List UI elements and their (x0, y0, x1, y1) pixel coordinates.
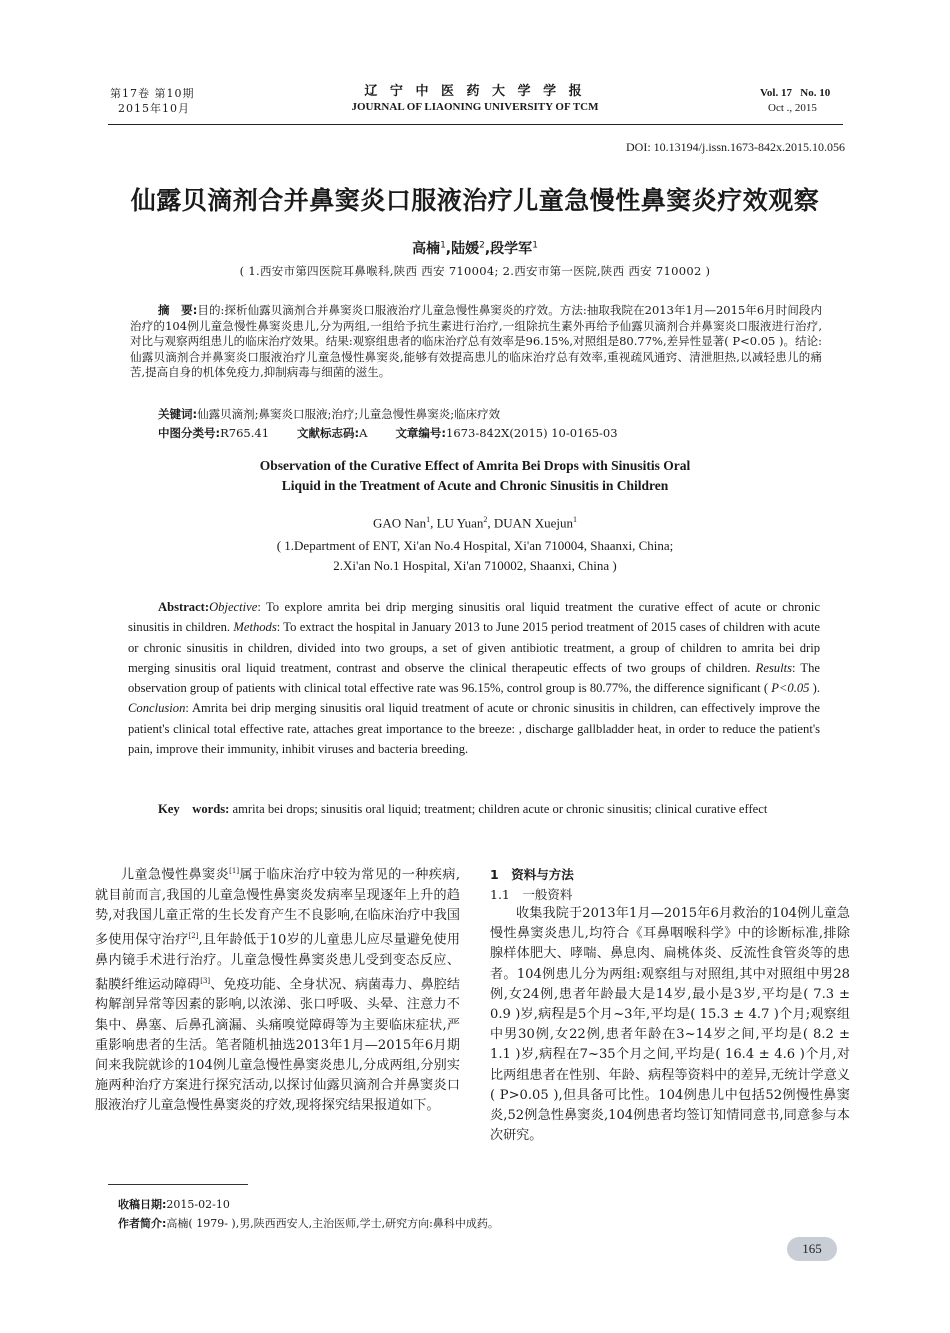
author-2: ,陆媛 (445, 241, 480, 257)
author-3-affil: 1 (532, 240, 538, 251)
journal-name-cn: 辽 宁 中 医 药 大 学 学 报 (364, 84, 586, 99)
body-column-right: 收集我院于2013年1月—2015年6月救治的104例儿童急慢性鼻窦炎患儿,均符合《耳鼻咽喉科学》中的诊断标准,排除腺样体肥大、哮喘、鼻息肉、扁桃体炎、反流性食管炎等的患者。104例患儿分为两组:观察组与对照组,其中对照组中男28例,女24例,患者年龄最大是14岁,最小是3岁,平均是( 7.3 ± 0.9 )岁,病程是5个月~3年,平均是( 15.3 ± 4.7 )个月;观察组中男30例,女22例,患者年龄在3~14岁之间,平均是( 8.2 ± 1.1 )岁,病程在7~35个月之间,平均是( 16.4 ± 4.6 )个月,对比两组患者在性别、年龄、病程等资料中的差异,无统计学意义( P>0.05 ),但具备可比性。104例患儿中包括52例慢性鼻窦炎,52例急性鼻窦炎,104例患者均签订知情同意书,同意参与本次研究。 (490, 906, 850, 1144)
paper-title-en-line2: Liquid in the Treatment of Acute and Chronic Sinusitis in Children (281, 478, 669, 493)
article-number-value: 1673-842X(2015) 10-0165-03 (446, 426, 618, 440)
received-date (118, 1196, 230, 1212)
running-header-right (760, 86, 830, 116)
author-bio (118, 1215, 499, 1231)
author-en-2: , LU Yuan (430, 515, 484, 531)
header-divider (108, 124, 843, 125)
section-heading: 1 资料与方法 (490, 867, 574, 882)
keywords-en-label: Key words: (158, 802, 230, 816)
affiliations-cn: ( 1.西安市第四医院耳鼻喉科,陕西 西安 710004; 2.西安市第一医院,陕西 西安 710002 ) (239, 264, 711, 278)
doi: DOI: 10.13194/j.issn.1673-842x.2015.10.056 (626, 140, 845, 154)
author-bio-label: 作者简介: (118, 1217, 167, 1230)
intro-text-2: 属于临床治疗中较为常见的一种疾病,就目前而言,我国的儿童急慢性鼻窦炎发病率呈现逐年上升的趋势,对我国儿童正常的生长发育产生不良影响,在临床治疗中我国多使用保守治疗 (95, 867, 461, 948)
paper-title-en-line1: Observation of the Curative Effect of Amrita Bei Drops with Sinusitis Oral (259, 458, 691, 473)
keywords-en (128, 799, 820, 819)
keywords-cn-text: 仙露贝滴剂;鼻窦炎口服液;治疗;儿童急慢性鼻窦炎;临床疗效 (197, 407, 501, 421)
clc-label: 中图分类号: (158, 426, 221, 440)
results-text: : The observation group of patients with clinical total effective rate was 96.15%, control group is 80.77%, the difference significant ( (128, 660, 821, 696)
volume-issue-cn: 第17卷 第10期 (110, 87, 195, 100)
author-en-3-affil: 1 (572, 515, 577, 524)
classification-line (158, 425, 618, 441)
affiliation-en-line1: ( 1.Department of ENT, Xi'an No.4 Hospital, Xi'an 710004, Shaanxi, China; (276, 538, 674, 553)
date-cn: 2015年10月 (118, 102, 190, 115)
author-3: ,段学军 (484, 241, 533, 257)
subsection-heading: 1.1 一般资料 (490, 887, 573, 902)
author-en-3: , DUAN Xuejun (487, 515, 573, 531)
affiliations-en (0, 536, 950, 576)
authors-en (0, 515, 950, 531)
paper-title-en (0, 456, 950, 496)
after-p-value: ). (812, 681, 820, 696)
authors-cn (0, 238, 950, 258)
received-label: 收稿日期: (118, 1198, 167, 1211)
abstract-cn-text: 目的:探析仙露贝滴剂合并鼻窦炎口服液治疗儿童急慢性鼻窦炎的疗效。方法:抽取我院在2013年1月—2015年6月时间段内治疗的104例儿童急慢性鼻窦炎患儿,分为两组,一组给予抗生素进行治疗,一组除抗生素外再给予仙露贝滴剂合并鼻窦炎口服液进行治疗,对比与观察两组患儿的临床治疗效果。结果:观察组患者的临床治疗总有效率是96.15%,对照组是80.77%,差异性显著( P<0.05 )。结论:仙露贝滴剂合并鼻窦炎口服液治疗儿童急慢性鼻窦炎,能够有效提高患儿的临床治疗总有效率,重视疏风通窍、清泄胆热,以减轻患儿的痛苦,提高自身的机体免疫力,抑制病毒与细菌的滋生。 (130, 303, 822, 380)
citation-2: [2] (188, 931, 199, 940)
methods-label: Methods (233, 620, 277, 635)
intro-text-3: ,且年龄低于10岁的儿童患儿应尽量避免使用鼻内镜手术进行治疗。儿童急慢性鼻窦炎患儿受到变态反应、黏膜纤维运动障碍 (95, 932, 460, 993)
received-value: 2015-02-10 (166, 1198, 230, 1211)
keywords-en-text: amrita bei drops; sinusitis oral liquid; treatment; children acute or chronic sinusitis; clinical curative effect (232, 802, 768, 816)
keywords-cn-label: 关键词: (158, 407, 198, 421)
doc-code-label: 文献标志码: (297, 426, 360, 440)
abstract-cn-label: 摘 要: (158, 303, 198, 317)
body-column-left (95, 861, 460, 1117)
doc-code-value: A (359, 426, 368, 440)
abstract-cn (130, 303, 822, 381)
citation-1: [1] (229, 867, 240, 875)
methods-text: : To extract the hospital in January 2013 to June 2015 period treatment of 2015 cases of children with acute or chronic sinusitis in children, divided into two groups, a set of given antibiotic treatment, a group of children to amrita bei drip merging sinusitis oral liquid treatment, contrast and observe the clinical therapeutic effects of two groups of children. (128, 620, 821, 675)
conclusion-text: : Amrita bei drip merging sinusitis oral liquid treatment of acute or chronic sinusitis in children, can effectively improve the patient's clinical total effective rate, attaches great importance to the breeze: , discharge gallbladder heat, in order to reduce the patient's pain, improve their immunity, inhibit viruses and bacteria breeding. (128, 701, 820, 757)
abstract-en-label: Abstract: (158, 600, 210, 614)
intro-text-4: 、免疫功能、全身状况、病菌毒力、鼻腔结构解剖异常等因素的影响,以浓涕、张口呼吸、头晕、注意力不集中、鼻塞、后鼻孔滴漏、头痛嗅觉障碍等为主要临床症状,严重影响患者的生活。笔者随机抽选2013年1月—2015年6月期间来我院就诊的104例儿童急慢性鼻窦炎患儿,分成两组,分别实施两种治疗方案进行探究活动,以探讨仙露贝滴剂合并鼻窦炎口服液治疗儿童急慢性鼻窦炎的疗效,现将探究结果报道如下。 (95, 977, 461, 1114)
p-value: P<0.05 (771, 681, 810, 696)
article-number-label: 文章编号: (395, 426, 447, 440)
abstract-en (128, 597, 820, 759)
author-bio-value: 高楠( 1979- ),男,陕西西安人,主治医师,学士,研究方向:鼻科中成药。 (166, 1217, 499, 1230)
author-en-1-affil: 1 (426, 515, 431, 524)
journal-name-en: JOURNAL OF LIAONING UNIVERSITY OF TCM (351, 101, 599, 113)
author-2-affil: 2 (479, 240, 485, 251)
paper-title-cn: 仙露贝滴剂合并鼻窦炎口服液治疗儿童急慢性鼻窦炎疗效观察 (130, 186, 820, 215)
objective-text: : To explore amrita bei drip merging sinusitis oral liquid treatment the curative effect of acute or chronic sinusitis in children. (128, 600, 820, 635)
keywords-cn (158, 406, 500, 422)
date-en: Oct ., 2015 (768, 102, 817, 114)
author-en-1: GAO Nan (373, 515, 427, 531)
intro-text-1: 儿童急慢性鼻窦炎 (121, 867, 230, 883)
footnote-divider (108, 1184, 248, 1185)
citation-3: [3] (200, 976, 211, 985)
author-en-2-affil: 2 (483, 515, 488, 524)
author-1-affil: 1 (440, 240, 446, 251)
results-label: Results (755, 660, 793, 675)
clc-value: R765.41 (220, 426, 270, 440)
conclusion-label: Conclusion (128, 701, 186, 716)
volume-en: Vol. 17 (760, 87, 792, 99)
author-1: 高楠 (412, 241, 441, 257)
page-number: 165 (787, 1237, 837, 1261)
issue-en: No. 10 (800, 87, 831, 99)
objective-label: Objective (209, 600, 258, 614)
affiliation-en-line2: 2.Xi'an No.1 Hospital, Xi'an 710002, Shaanxi, China ) (333, 558, 617, 573)
